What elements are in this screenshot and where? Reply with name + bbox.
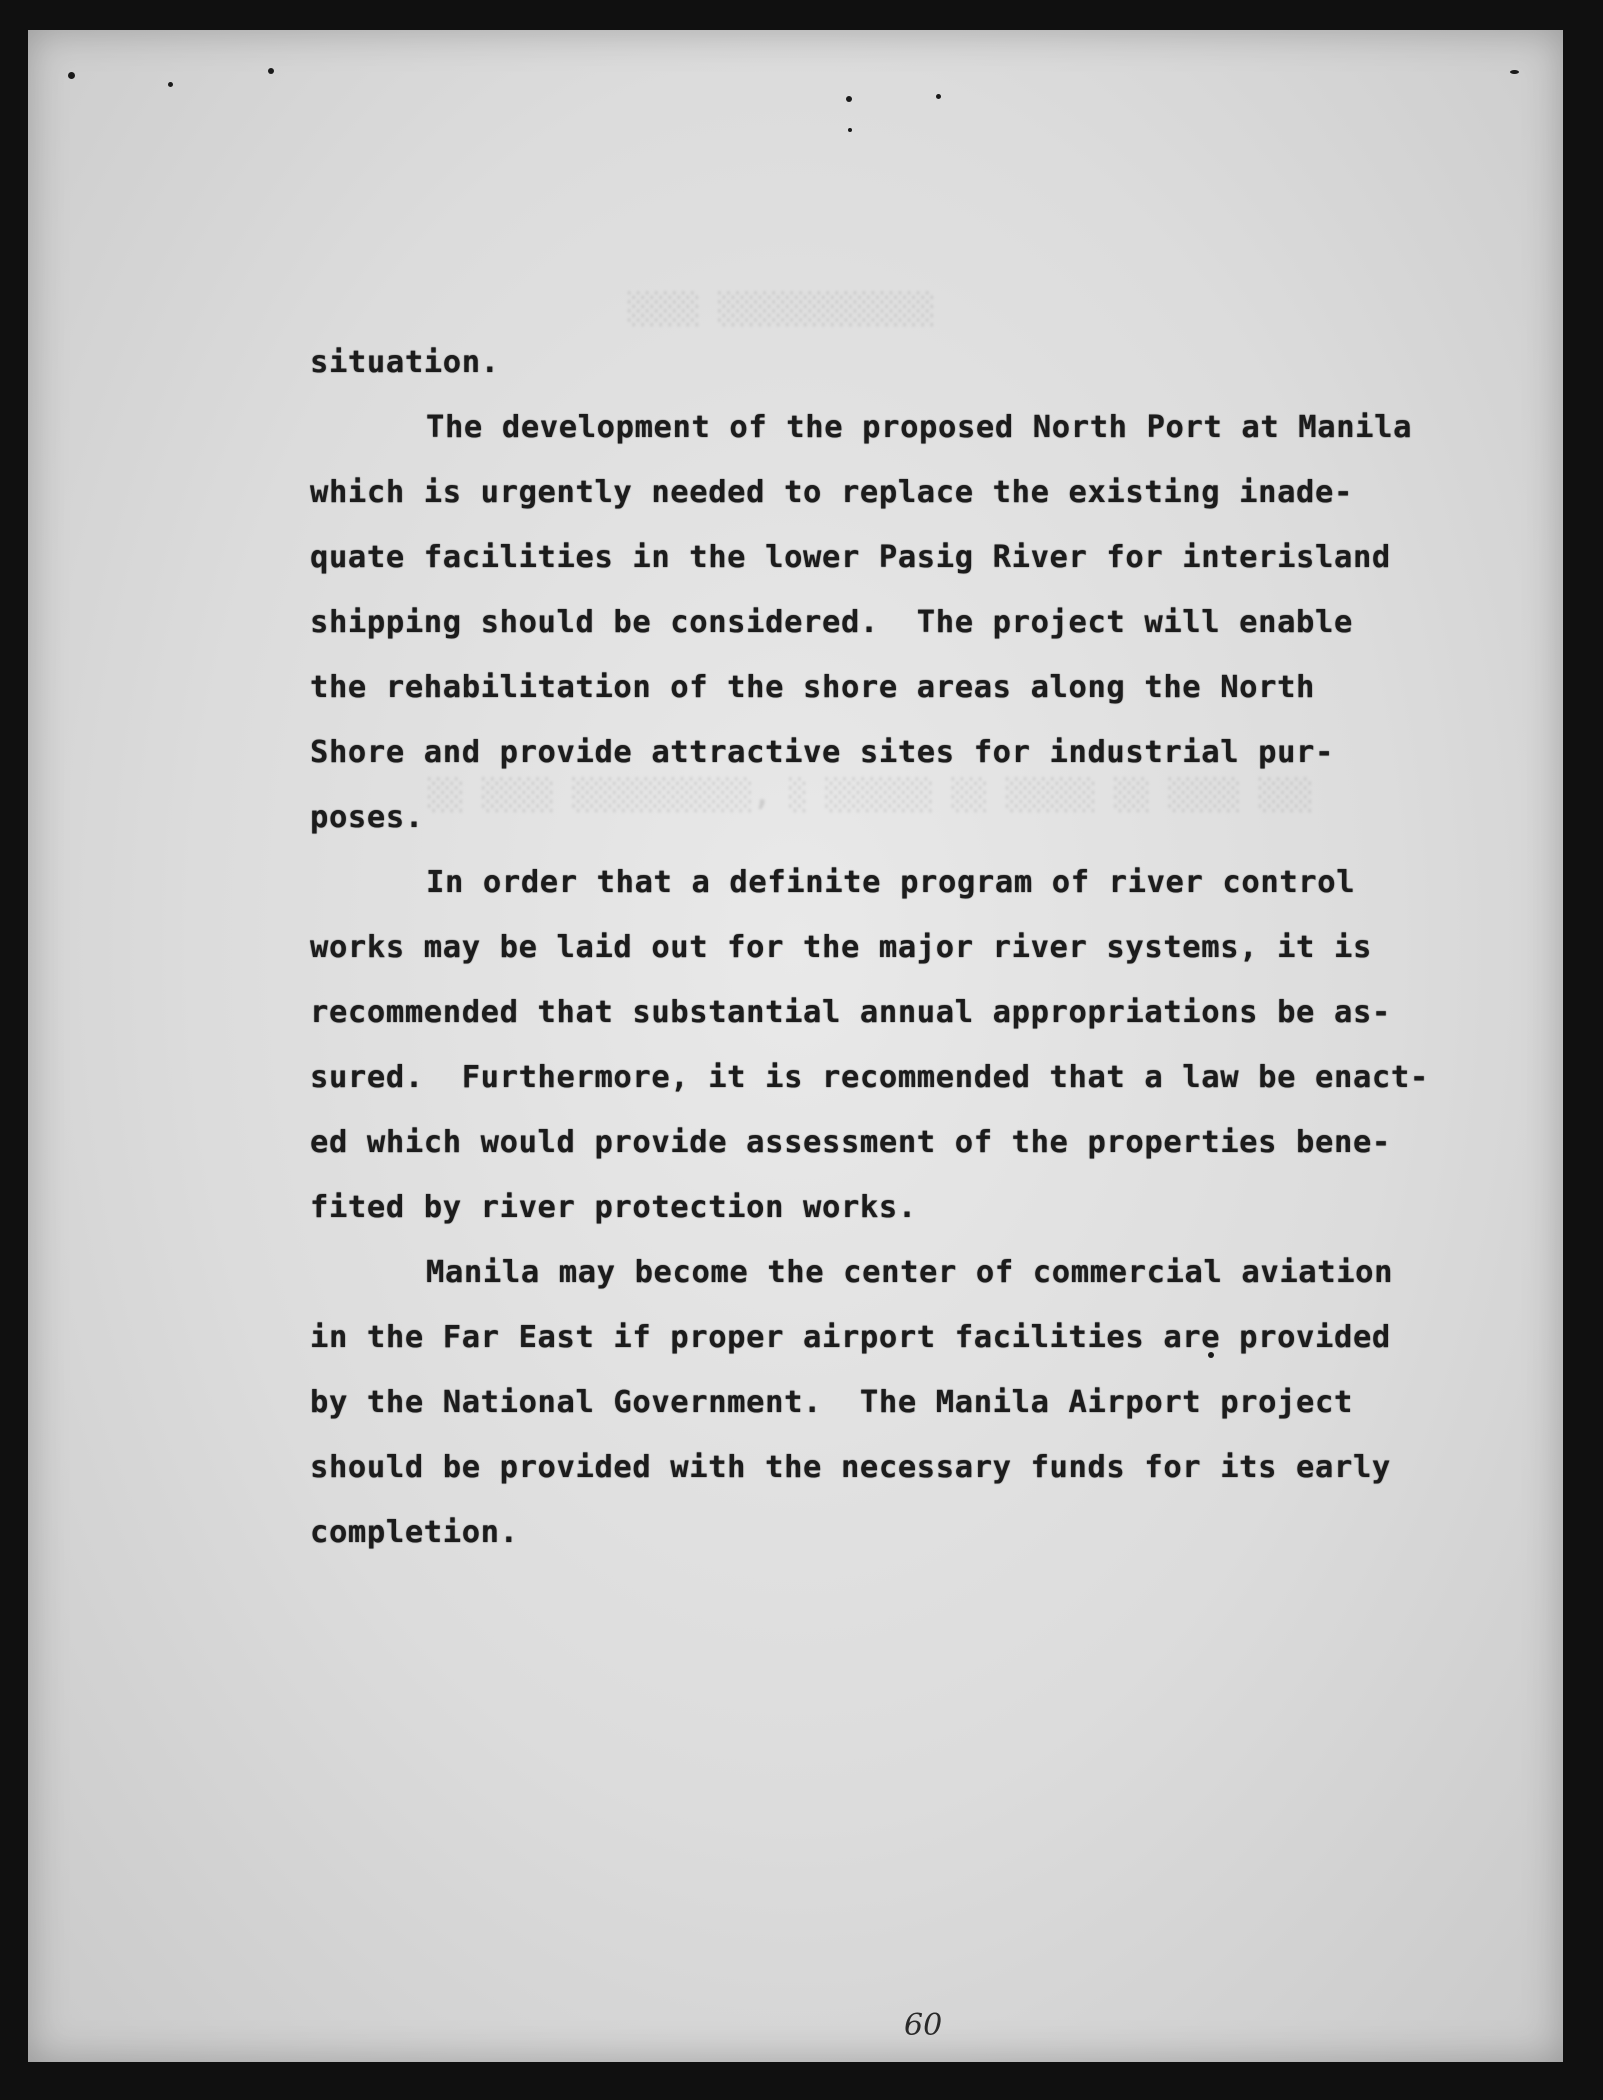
text-line: completion.	[310, 1515, 519, 1550]
dust-speck	[1510, 70, 1519, 74]
dust-speck	[936, 94, 941, 99]
dust-speck	[848, 128, 852, 132]
text-line: by the National Government. The Manila Airport project	[310, 1385, 1353, 1420]
text-line: The development of the proposed North Port at Manila	[426, 410, 1413, 445]
typed-body	[310, 330, 1490, 1565]
bleed-through-text: ░░░░ ░░░░░░░░░░░░	[628, 292, 936, 327]
bleed-through-text: ░░ ░░░░ ░░░░░░░░░░, ░ ░░░░░░ ░░ ░░░░░ ░░ ░░░░ ░░░	[428, 778, 1314, 813]
text-line: fited by river protection works.	[310, 1190, 917, 1225]
text-line: quate facilities in the lower Pasig River for interisland	[310, 540, 1391, 575]
text-line: works may be laid out for the major river systems, it is	[310, 930, 1372, 965]
text-line: the rehabilitation of the shore areas along the North	[310, 670, 1316, 705]
page-number: 60	[904, 2008, 943, 2043]
text-line: situation.	[310, 345, 500, 380]
dust-speck	[168, 82, 173, 87]
dust-speck	[68, 72, 75, 79]
dust-speck	[846, 96, 852, 102]
text-line: sured. Furthermore, it is recommended that a law be enact-	[310, 1060, 1429, 1095]
text-line: recommended that substantial annual appropriations be as-	[310, 995, 1391, 1030]
text-line: which is urgently needed to replace the existing inade-	[310, 475, 1353, 510]
text-line: Shore and provide attractive sites for industrial pur-	[310, 735, 1334, 770]
document-page	[28, 30, 1563, 2062]
text-line: Manila may become the center of commercial aviation	[426, 1255, 1394, 1290]
text-line: poses.	[310, 800, 424, 835]
text-line: In order that a definite program of river control	[426, 865, 1356, 900]
text-line: should be provided with the necessary funds for its early	[310, 1450, 1391, 1485]
dust-speck	[268, 68, 274, 74]
text-line: shipping should be considered. The project will enable	[310, 605, 1353, 640]
text-line: ed which would provide assessment of the properties bene-	[310, 1125, 1391, 1160]
text-line: in the Far East if proper airport facilities are provided	[310, 1320, 1391, 1355]
